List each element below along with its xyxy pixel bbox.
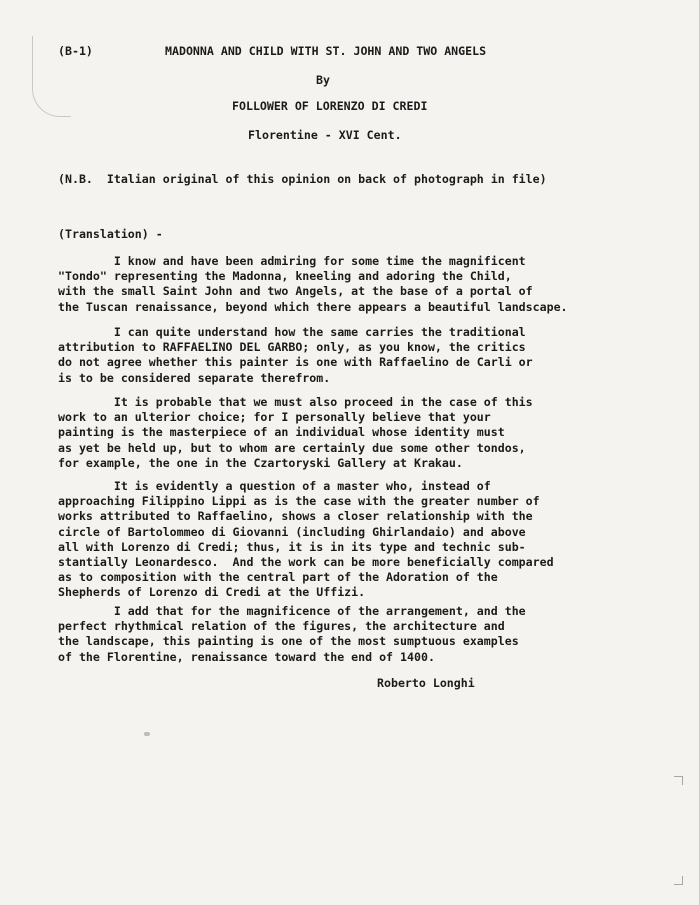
by-label: By xyxy=(316,73,330,87)
paragraph-3 xyxy=(58,395,678,471)
paragraph-line: the Tuscan renaissance, beyond which there appears a beautiful landscape. xyxy=(58,299,568,314)
paragraph-line: painting is the masterpiece of an individual whose identity must xyxy=(58,425,505,440)
paragraph-line: stantially Leonardesco. And the work can be more beneficially compared xyxy=(58,554,554,569)
paragraph-line: approaching Filippino Lippi as is the case with the greater number of xyxy=(58,494,540,509)
paragraph-line: It is probable that we must also proceed in the case of this xyxy=(58,395,533,409)
paragraph-1 xyxy=(58,254,678,315)
paragraph-line: as to composition with the central part of the Adoration of the xyxy=(58,570,498,585)
paragraph-line: with the small Saint John and two Angels, at the base of a portal of xyxy=(58,284,533,299)
paragraph-line: all with Lorenzo di Credi; thus, it is in its type and technic sub- xyxy=(58,539,526,554)
paragraph-line: do not agree whether this painter is one with Raffaelino de Carli or xyxy=(58,355,533,370)
corner-tick-mark xyxy=(674,776,683,785)
artist-attribution: FOLLOWER OF LORENZO DI CREDI xyxy=(232,99,428,113)
paragraph-line: It is evidently a question of a master who, instead of xyxy=(58,479,491,493)
paragraph-4 xyxy=(58,479,678,601)
paragraph-line: work to an ulterior choice; for I personally believe that your xyxy=(58,410,491,425)
paragraph-5 xyxy=(58,604,678,665)
paragraph-line: I add that for the magnificence of the arrangement, and the xyxy=(58,604,526,618)
school-and-date: Florentine - XVI Cent. xyxy=(248,128,402,142)
paragraph-line: circle of Bartolommeo di Giovanni (including Ghirlandaio) and above xyxy=(58,524,526,539)
translation-label: (Translation) - xyxy=(58,227,163,241)
paragraph-line: for example, the one in the Czartoryski Gallery at Krakau. xyxy=(58,455,463,470)
paragraph-line: perfect rhythmical relation of the figures, the architecture and xyxy=(58,619,505,634)
ink-speck xyxy=(144,732,150,736)
document-reference: (B-1) xyxy=(58,44,93,58)
artwork-title: MADONNA AND CHILD WITH ST. JOHN AND TWO ANGELS xyxy=(165,44,487,58)
paragraph-line: as yet be held up, but to whom are certainly due some other tondos, xyxy=(58,440,526,455)
corner-tick-mark xyxy=(674,876,683,885)
paragraph-line: I know and have been admiring for some time the magnificent xyxy=(58,254,526,268)
paragraph-line: of the Florentine, renaissance toward the end of 1400. xyxy=(58,649,435,664)
signature-name: Roberto Longhi xyxy=(377,676,475,690)
paragraph-line: Shepherds of Lorenzo di Credi at the Uffizi. xyxy=(58,585,366,600)
paragraph-line: works attributed to Raffaelino, shows a closer relationship with the xyxy=(58,509,533,524)
note-line: (N.B. Italian original of this opinion on back of photograph in file) xyxy=(58,172,547,186)
paragraph-line: is to be considered separate therefrom. xyxy=(58,370,331,385)
paragraph-line: the landscape, this painting is one of the most sumptuous examples xyxy=(58,634,519,649)
paragraph-line: attribution to RAFFAELINO DEL GARBO; only, as you know, the critics xyxy=(58,340,526,355)
paragraph-line: "Tondo" representing the Madonna, kneeling and adoring the Child, xyxy=(58,269,512,284)
paragraph-line: I can quite understand how the same carries the traditional xyxy=(58,325,526,339)
paragraph-2 xyxy=(58,325,678,386)
